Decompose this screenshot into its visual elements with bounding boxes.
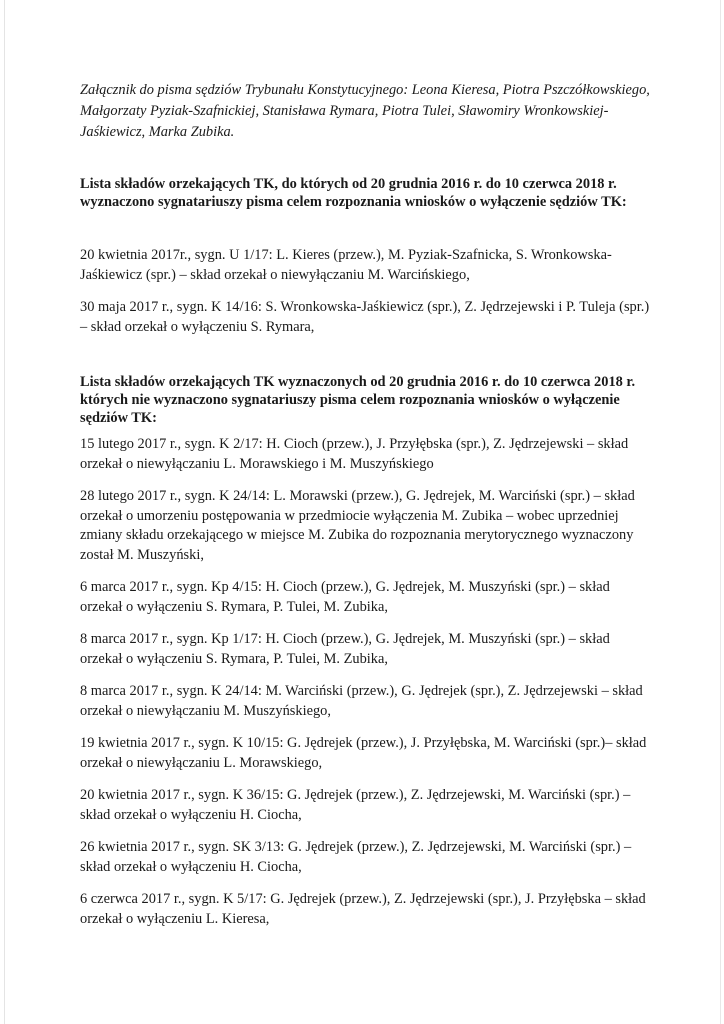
list-item: 6 marca 2017 r., sygn. Kp 4/15: H. Cioch (przew.), G. Jędrejek, M. Muszyński (spr.) – skład orzekał o wyłączeniu S. Rymara, P. Tulei, M. Zubika, [80,579,610,615]
list-item: 30 maja 2017 r., sygn. K 14/16: S. Wronkowska-Jaśkiewicz (spr.), Z. Jędrzejewski i P. Tuleja (spr.) – skład orzekał o wyłączeniu S. Rymara, [80,299,650,335]
section-1-heading: Lista składów orzekających TK, do których od 20 grudnia 2016 r. do 10 czerwca 2018 r. wyznaczono sygnatariuszy pisma celem rozpoznania wniosków o wyłączenie sędziów TK: [80,176,627,210]
document-content [80,80,652,942]
list-item: 20 kwietnia 2017r., sygn. U 1/17: L. Kieres (przew.), M. Pyziak-Szafnicka, S. Wronkowska-Jaśkiewicz (spr.) – skład orzekał o niewyłączaniu M. Warcińskiego, [80,247,612,283]
list-item: 20 kwietnia 2017 r., sygn. K 36/15: G. Jędrejek (przew.), Z. Jędrzejewski, M. Warciński (spr.) – skład orzekał o wyłączeniu H. Ciocha, [80,787,631,823]
attachment-intro: Załącznik do pisma sędziów Trybunału Konstytucyjnego: Leona Kieresa, Piotra Pszczółkowskiego, Małgorzaty Pyziak-Szafnickiej, Stanisława Rymara, Piotra Tulei, Sławomiry Wronkowskiej-Jaśkiewicz, Marka Zubika. [80,82,650,140]
list-item: 26 kwietnia 2017 r., sygn. SK 3/13: G. Jędrejek (przew.), Z. Jędrzejewski, M. Warciński (spr.) – skład orzekał o wyłączeniu H. Ciocha, [80,839,632,875]
list-item: 8 marca 2017 r., sygn. K 24/14: M. Warciński (przew.), G. Jędrejek (spr.), Z. Jędrzejewski – skład orzekał o niewyłączaniu M. Muszyńskiego, [80,683,643,719]
list-item: 8 marca 2017 r., sygn. Kp 1/17: H. Cioch (przew.), G. Jędrejek, M. Muszyński (spr.) – skład orzekał o wyłączeniu S. Rymara, P. Tulei, M. Zubika, [80,631,610,667]
list-item: 28 lutego 2017 r., sygn. K 24/14: L. Morawski (przew.), G. Jędrejek, M. Warciński (spr.) – skład orzekał o umorzeniu postępowania w przedmiocie wyłączenia M. Zubika – wobec uprzedniej zmiany składu orzekającego w miejsce M. Zubika do rozpoznania merytorycznego wyznaczony został M. Muszyński, [80,488,635,563]
section-2-heading: Lista składów orzekających TK wyznaczonych od 20 grudnia 2016 r. do 10 czerwca 2018 r. których nie wyznaczono sygnatariuszy pisma celem rozpoznania wniosków o wyłączenie sędziów TK: [80,374,636,426]
list-item: 19 kwietnia 2017 r., sygn. K 10/15: G. Jędrejek (przew.), J. Przyłębska, M. Warciński (spr.)– skład orzekał o niewyłączaniu L. Morawskiego, [80,735,647,771]
scan-edge-right [720,0,721,1024]
list-item: 6 czerwca 2017 r., sygn. K 5/17: G. Jędrejek (przew.), Z. Jędrzejewski (spr.), J. Przyłębska – skład orzekał o wyłączeniu L. Kieresa, [80,891,646,927]
scan-edge-left [4,0,5,1024]
list-item: 15 lutego 2017 r., sygn. K 2/17: H. Cioch (przew.), J. Przyłębska (spr.), Z. Jędrzejewski – skład orzekał o niewyłączaniu L. Morawskiego i M. Muszyńskiego [80,436,629,472]
